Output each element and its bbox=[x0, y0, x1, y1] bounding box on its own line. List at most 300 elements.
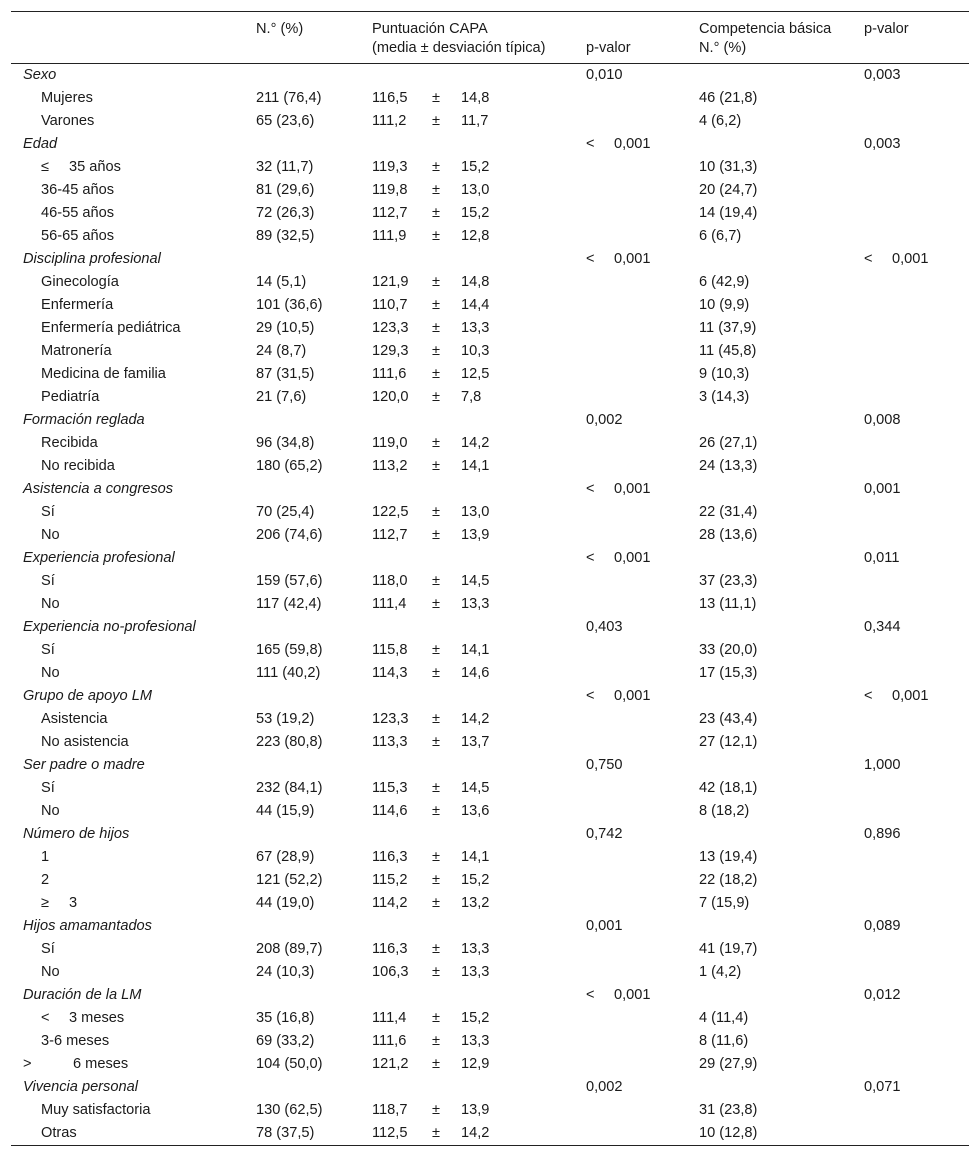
plus-minus-symbol: ± bbox=[432, 803, 441, 819]
p-value-prefix: < bbox=[586, 688, 595, 704]
p-value-text: 1,000 bbox=[864, 757, 901, 773]
count-percent-cell: 65 (23,6) bbox=[256, 113, 315, 129]
plus-minus-symbol: ± bbox=[432, 297, 441, 313]
row-label bbox=[41, 639, 55, 662]
table-row bbox=[11, 432, 969, 455]
table-row bbox=[11, 1053, 969, 1076]
p-value-competence-cell bbox=[864, 754, 901, 777]
mean-cell: 114,2 bbox=[372, 895, 408, 911]
category-label bbox=[23, 409, 145, 432]
count-percent-cell: 96 (34,8) bbox=[256, 435, 315, 451]
category-label bbox=[23, 754, 145, 777]
sd-cell: 14,4 bbox=[461, 297, 490, 313]
row-label bbox=[41, 110, 94, 133]
mean-cell: 113,3 bbox=[372, 734, 408, 750]
plus-minus-symbol: ± bbox=[432, 435, 441, 451]
competence-cell: 11 (45,8) bbox=[699, 343, 757, 359]
count-percent-cell: 24 (8,7) bbox=[256, 343, 307, 359]
sd-cell: 13,3 bbox=[461, 1033, 490, 1049]
label-text: No recibida bbox=[41, 458, 115, 474]
label-prefix-symbol: > bbox=[23, 1056, 32, 1072]
p-value-competence-cell bbox=[864, 1076, 901, 1099]
competence-cell: 6 (6,7) bbox=[699, 228, 742, 244]
label-text: Otras bbox=[41, 1125, 77, 1141]
count-percent-cell: 81 (29,6) bbox=[256, 182, 315, 198]
header-p1: p-valor bbox=[586, 40, 631, 56]
mean-cell: 114,6 bbox=[372, 803, 408, 819]
p-value-capa-cell bbox=[586, 685, 651, 708]
table-row bbox=[11, 340, 969, 363]
mean-cell: 121,9 bbox=[372, 274, 409, 290]
plus-minus-symbol: ± bbox=[432, 159, 441, 175]
mean-cell: 122,5 bbox=[372, 504, 409, 520]
count-percent-cell: 44 (15,9) bbox=[256, 803, 315, 819]
p-value-text: 0,011 bbox=[864, 550, 900, 566]
table-row bbox=[11, 570, 969, 593]
table-row bbox=[11, 501, 969, 524]
table-row bbox=[11, 386, 969, 409]
table-row bbox=[11, 800, 969, 823]
category-row bbox=[11, 616, 969, 639]
mean-cell: 118,0 bbox=[372, 573, 408, 589]
plus-minus-symbol: ± bbox=[432, 320, 441, 336]
sd-cell: 13,3 bbox=[461, 320, 490, 336]
p-value-prefix: < bbox=[586, 251, 595, 267]
label-text: No bbox=[41, 803, 60, 819]
header-score-line1: Puntuación CAPA bbox=[372, 21, 488, 37]
plus-minus-symbol: ± bbox=[432, 849, 441, 865]
table-row bbox=[11, 225, 969, 248]
sd-cell: 11,7 bbox=[461, 113, 489, 129]
mean-cell: 120,0 bbox=[372, 389, 409, 405]
count-percent-cell: 53 (19,2) bbox=[256, 711, 315, 727]
mean-cell: 111,6 bbox=[372, 366, 407, 382]
header-score-line2: (media ± desviación típica) bbox=[372, 40, 546, 56]
row-label bbox=[41, 1030, 109, 1053]
plus-minus-symbol: ± bbox=[432, 780, 441, 796]
table-row bbox=[11, 731, 969, 754]
header-score bbox=[372, 20, 545, 58]
sd-cell: 12,8 bbox=[461, 228, 490, 244]
competence-cell: 22 (31,4) bbox=[699, 504, 758, 520]
row-label bbox=[41, 340, 112, 363]
competence-cell: 13 (11,1) bbox=[699, 596, 757, 612]
p-value-capa-cell bbox=[586, 1076, 623, 1099]
count-percent-cell: 208 (89,7) bbox=[256, 941, 323, 957]
sd-cell: 13,0 bbox=[461, 182, 490, 198]
plus-minus-symbol: ± bbox=[432, 734, 441, 750]
competence-cell: 26 (27,1) bbox=[699, 435, 758, 451]
mean-cell: 123,3 bbox=[372, 320, 409, 336]
plus-minus-symbol: ± bbox=[432, 1033, 441, 1049]
mean-cell: 112,7 bbox=[372, 527, 408, 543]
plus-minus-symbol: ± bbox=[432, 573, 441, 589]
sd-cell: 13,3 bbox=[461, 964, 490, 980]
row-label bbox=[41, 317, 181, 340]
label-prefix-symbol: ≤ bbox=[41, 159, 50, 175]
mean-cell: 129,3 bbox=[372, 343, 409, 359]
count-percent-cell: 211 (76,4) bbox=[256, 90, 322, 106]
row-label bbox=[41, 225, 114, 248]
row-label bbox=[41, 938, 55, 961]
row-label bbox=[41, 570, 55, 593]
row-label bbox=[41, 869, 49, 892]
table-row bbox=[11, 892, 969, 915]
competence-cell: 1 (4,2) bbox=[699, 964, 742, 980]
row-label bbox=[41, 386, 99, 409]
category-row bbox=[11, 133, 969, 156]
header-n: N.° (%) bbox=[256, 21, 304, 37]
sd-cell: 13,7 bbox=[461, 734, 490, 750]
label-text: Matronería bbox=[41, 343, 112, 359]
count-percent-cell: 24 (10,3) bbox=[256, 964, 315, 980]
table-body bbox=[11, 64, 969, 1145]
label-text: Sexo bbox=[23, 67, 57, 83]
mean-cell: 116,5 bbox=[372, 90, 408, 106]
count-percent-cell: 32 (11,7) bbox=[256, 159, 314, 175]
label-text: No bbox=[41, 596, 60, 612]
row-label bbox=[41, 363, 166, 386]
p-value-capa-cell bbox=[586, 478, 651, 501]
count-percent-cell: 101 (36,6) bbox=[256, 297, 323, 313]
count-percent-cell: 78 (37,5) bbox=[256, 1125, 315, 1141]
p-value-capa-cell bbox=[586, 64, 623, 87]
plus-minus-symbol: ± bbox=[432, 113, 441, 129]
mean-cell: 113,2 bbox=[372, 458, 408, 474]
label-text: Enfermería pediátrica bbox=[41, 320, 181, 336]
row-label bbox=[41, 892, 77, 915]
competence-cell: 6 (42,9) bbox=[699, 274, 750, 290]
row-label bbox=[41, 1122, 77, 1145]
count-percent-cell: 29 (10,5) bbox=[256, 320, 315, 336]
mean-cell: 123,3 bbox=[372, 711, 409, 727]
plus-minus-symbol: ± bbox=[432, 366, 441, 382]
p-value-competence-cell bbox=[864, 823, 901, 846]
category-label bbox=[23, 478, 173, 501]
label-text: Vivencia personal bbox=[23, 1079, 138, 1095]
label-text: Grupo de apoyo LM bbox=[23, 688, 152, 704]
p-value-text: 0,089 bbox=[864, 918, 901, 934]
p-value-competence-cell bbox=[864, 915, 901, 938]
count-percent-cell: 87 (31,5) bbox=[256, 366, 315, 382]
p-value-competence-cell bbox=[864, 478, 901, 501]
row-label bbox=[41, 156, 121, 179]
label-text: 6 meses bbox=[73, 1056, 129, 1072]
competence-cell: 9 (10,3) bbox=[699, 366, 750, 382]
sd-cell: 14,1 bbox=[461, 642, 490, 658]
table-row bbox=[11, 1007, 969, 1030]
count-percent-cell: 180 (65,2) bbox=[256, 458, 323, 474]
p-value-competence-cell bbox=[864, 248, 929, 271]
table-row bbox=[11, 777, 969, 800]
count-percent-cell: 117 (42,4) bbox=[256, 596, 322, 612]
count-percent-cell: 165 (59,8) bbox=[256, 642, 323, 658]
plus-minus-symbol: ± bbox=[432, 343, 441, 359]
sd-cell: 14,2 bbox=[461, 435, 490, 451]
row-label bbox=[41, 294, 113, 317]
p-value-capa-cell bbox=[586, 248, 651, 271]
p-value-capa-cell bbox=[586, 915, 623, 938]
label-text: Sí bbox=[41, 642, 55, 658]
mean-cell: 115,2 bbox=[372, 872, 408, 888]
plus-minus-symbol: ± bbox=[432, 665, 441, 681]
mean-cell: 121,2 bbox=[372, 1056, 409, 1072]
label-prefix-symbol: < bbox=[41, 1010, 50, 1026]
competence-cell: 31 (23,8) bbox=[699, 1102, 758, 1118]
header-comp-line1: Competencia básica bbox=[699, 21, 832, 37]
category-label bbox=[23, 248, 161, 271]
mean-cell: 119,3 bbox=[372, 159, 408, 175]
sd-cell: 15,2 bbox=[461, 159, 490, 175]
sd-cell: 12,9 bbox=[461, 1056, 490, 1072]
category-label bbox=[23, 685, 152, 708]
category-row bbox=[11, 984, 969, 1007]
mean-cell: 112,5 bbox=[372, 1125, 408, 1141]
competence-cell: 41 (19,7) bbox=[699, 941, 758, 957]
plus-minus-symbol: ± bbox=[432, 941, 441, 957]
label-text: Duración de la LM bbox=[23, 987, 142, 1003]
p-value-capa-cell bbox=[586, 754, 623, 777]
p-value-text: 0,008 bbox=[864, 412, 901, 428]
label-text: Número de hijos bbox=[23, 826, 130, 842]
count-percent-cell: 223 (80,8) bbox=[256, 734, 323, 750]
category-row bbox=[11, 1076, 969, 1099]
row-label bbox=[41, 731, 129, 754]
competence-cell: 22 (18,2) bbox=[699, 872, 758, 888]
mean-cell: 116,3 bbox=[372, 849, 408, 865]
category-row bbox=[11, 547, 969, 570]
p-value-capa-cell bbox=[586, 823, 623, 846]
plus-minus-symbol: ± bbox=[432, 596, 441, 612]
count-percent-cell: 232 (84,1) bbox=[256, 780, 323, 796]
table-row bbox=[11, 363, 969, 386]
p-value-capa-cell bbox=[586, 133, 651, 156]
count-percent-cell: 104 (50,0) bbox=[256, 1056, 323, 1072]
mean-cell: 112,7 bbox=[372, 205, 408, 221]
competence-cell: 29 (27,9) bbox=[699, 1056, 758, 1072]
sd-cell: 14,2 bbox=[461, 1125, 490, 1141]
label-text: Asistencia a congresos bbox=[23, 481, 174, 497]
plus-minus-symbol: ± bbox=[432, 274, 441, 290]
competence-cell: 27 (12,1) bbox=[699, 734, 758, 750]
label-text: Muy satisfactoria bbox=[41, 1102, 151, 1118]
table-row bbox=[11, 156, 969, 179]
plus-minus-symbol: ± bbox=[432, 1125, 441, 1141]
plus-minus-symbol: ± bbox=[432, 711, 441, 727]
count-percent-cell: 111 (40,2) bbox=[256, 665, 321, 681]
table-header bbox=[11, 12, 969, 63]
row-label bbox=[41, 708, 108, 731]
sd-cell: 13,3 bbox=[461, 596, 490, 612]
count-percent-cell: 72 (26,3) bbox=[256, 205, 315, 221]
count-percent-cell: 44 (19,0) bbox=[256, 895, 315, 911]
row-label bbox=[41, 202, 114, 225]
table-row bbox=[11, 639, 969, 662]
plus-minus-symbol: ± bbox=[432, 1056, 441, 1072]
p-value-competence-cell bbox=[864, 984, 901, 1007]
category-label bbox=[23, 547, 175, 570]
category-label bbox=[23, 133, 57, 156]
competence-cell: 37 (23,3) bbox=[699, 573, 758, 589]
row-label bbox=[41, 593, 60, 616]
label-text: Asistencia bbox=[41, 711, 108, 727]
sd-cell: 13,3 bbox=[461, 941, 490, 957]
category-row bbox=[11, 409, 969, 432]
category-row bbox=[11, 754, 969, 777]
count-percent-cell: 121 (52,2) bbox=[256, 872, 323, 888]
label-text: No bbox=[41, 527, 60, 543]
table-row bbox=[11, 1122, 969, 1145]
row-label bbox=[41, 271, 119, 294]
mean-cell: 119,8 bbox=[372, 182, 408, 198]
label-text: No bbox=[41, 665, 60, 681]
p-value-text: 0,010 bbox=[586, 67, 623, 83]
plus-minus-symbol: ± bbox=[432, 389, 441, 405]
plus-minus-symbol: ± bbox=[432, 527, 441, 543]
competence-cell: 7 (15,9) bbox=[699, 895, 750, 911]
sd-cell: 14,6 bbox=[461, 665, 490, 681]
plus-minus-symbol: ± bbox=[432, 895, 441, 911]
table-row bbox=[11, 1099, 969, 1122]
plus-minus-symbol: ± bbox=[432, 504, 441, 520]
competence-cell: 28 (13,6) bbox=[699, 527, 758, 543]
count-percent-cell: 67 (28,9) bbox=[256, 849, 315, 865]
table-row bbox=[11, 938, 969, 961]
label-text: Recibida bbox=[41, 435, 98, 451]
sd-cell: 14,1 bbox=[461, 849, 490, 865]
competence-cell: 4 (11,4) bbox=[699, 1010, 749, 1026]
count-percent-cell: 70 (25,4) bbox=[256, 504, 315, 520]
p-value-text: 0,012 bbox=[864, 987, 901, 1003]
label-text: 36-45 años bbox=[41, 182, 115, 198]
label-text: Pediatría bbox=[41, 389, 100, 405]
competence-cell: 42 (18,1) bbox=[699, 780, 758, 796]
plus-minus-symbol: ± bbox=[432, 872, 441, 888]
label-prefix-symbol: ≥ bbox=[41, 895, 50, 911]
row-label bbox=[41, 524, 60, 547]
p-value-text: 0,403 bbox=[586, 619, 623, 635]
sd-cell: 15,2 bbox=[461, 205, 490, 221]
row-label bbox=[41, 961, 60, 984]
p-value-text: 0,001 bbox=[614, 136, 651, 152]
table-row bbox=[11, 87, 969, 110]
p-value-text: 0,003 bbox=[864, 136, 901, 152]
sd-cell: 14,5 bbox=[461, 780, 490, 796]
p-value-text: 0,001 bbox=[614, 550, 651, 566]
p-value-capa-cell bbox=[586, 409, 623, 432]
competence-cell: 24 (13,3) bbox=[699, 458, 758, 474]
sd-cell: 12,5 bbox=[461, 366, 490, 382]
label-text: 56-65 años bbox=[41, 228, 115, 244]
competence-cell: 20 (24,7) bbox=[699, 182, 758, 198]
row-label bbox=[41, 501, 55, 524]
p-value-prefix: < bbox=[586, 136, 595, 152]
label-text: 3-6 meses bbox=[41, 1033, 110, 1049]
table-row bbox=[11, 110, 969, 133]
header-p2: p-valor bbox=[864, 21, 909, 37]
label-text: Experiencia profesional bbox=[23, 550, 175, 566]
competence-cell: 46 (21,8) bbox=[699, 90, 758, 106]
competence-cell: 10 (12,8) bbox=[699, 1125, 758, 1141]
row-label bbox=[41, 432, 98, 455]
label-text: Experiencia no-profesional bbox=[23, 619, 196, 635]
sd-cell: 14,8 bbox=[461, 90, 490, 106]
label-text: Mujeres bbox=[41, 90, 93, 106]
label-text: Medicina de familia bbox=[41, 366, 166, 382]
competence-cell: 11 (37,9) bbox=[699, 320, 757, 336]
row-label bbox=[41, 800, 60, 823]
mean-cell: 119,0 bbox=[372, 435, 408, 451]
row-label bbox=[41, 777, 55, 800]
header-comp bbox=[699, 20, 831, 58]
sd-cell: 15,2 bbox=[461, 872, 490, 888]
count-percent-cell: 21 (7,6) bbox=[256, 389, 307, 405]
competence-cell: 17 (15,3) bbox=[699, 665, 758, 681]
mean-cell: 106,3 bbox=[372, 964, 409, 980]
p-value-text: 0,001 bbox=[614, 688, 651, 704]
label-text: Sí bbox=[41, 780, 55, 796]
p-value-competence-cell bbox=[864, 547, 899, 570]
label-text: 3 meses bbox=[69, 1010, 125, 1026]
count-percent-cell: 69 (33,2) bbox=[256, 1033, 315, 1049]
p-value-prefix: < bbox=[586, 481, 595, 497]
label-text: Enfermería bbox=[41, 297, 114, 313]
competence-cell: 4 (6,2) bbox=[699, 113, 742, 129]
p-value-text: 0,001 bbox=[614, 987, 651, 1003]
competence-cell: 33 (20,0) bbox=[699, 642, 758, 658]
p-value-text: 0,071 bbox=[864, 1079, 901, 1095]
category-label bbox=[23, 823, 129, 846]
label-text: 2 bbox=[41, 872, 50, 888]
label-text: 3 bbox=[69, 895, 78, 911]
p-value-capa-cell bbox=[586, 547, 651, 570]
count-percent-cell: 35 (16,8) bbox=[256, 1010, 315, 1026]
table-row bbox=[11, 961, 969, 984]
mean-cell: 111,4 bbox=[372, 596, 407, 612]
sd-cell: 7,8 bbox=[461, 389, 482, 405]
category-label bbox=[23, 984, 141, 1007]
row-label bbox=[41, 1099, 151, 1122]
count-percent-cell: 206 (74,6) bbox=[256, 527, 323, 543]
table-row bbox=[11, 271, 969, 294]
category-row bbox=[11, 915, 969, 938]
count-percent-cell: 130 (62,5) bbox=[256, 1102, 323, 1118]
mean-cell: 116,3 bbox=[372, 941, 408, 957]
count-percent-cell: 159 (57,6) bbox=[256, 573, 323, 589]
plus-minus-symbol: ± bbox=[432, 642, 441, 658]
mean-cell: 114,3 bbox=[372, 665, 408, 681]
p-value-competence-cell bbox=[864, 409, 901, 432]
p-value-text: 0,002 bbox=[586, 412, 623, 428]
row-label bbox=[41, 455, 115, 478]
p-value-text: 0,344 bbox=[864, 619, 901, 635]
table-row bbox=[11, 524, 969, 547]
p-value-text: 0,001 bbox=[892, 251, 929, 267]
table-row bbox=[11, 662, 969, 685]
p-value-capa-cell bbox=[586, 984, 651, 1007]
table-row bbox=[11, 1030, 969, 1053]
plus-minus-symbol: ± bbox=[432, 964, 441, 980]
p-value-competence-cell bbox=[864, 685, 929, 708]
sd-cell: 13,9 bbox=[461, 527, 490, 543]
row-label bbox=[23, 1053, 128, 1076]
p-value-competence-cell bbox=[864, 64, 901, 87]
table-row bbox=[11, 455, 969, 478]
mean-cell: 115,3 bbox=[372, 780, 408, 796]
sd-cell: 14,8 bbox=[461, 274, 490, 290]
header-comp-line2: N.° (%) bbox=[699, 40, 747, 56]
competence-cell: 8 (11,6) bbox=[699, 1033, 749, 1049]
